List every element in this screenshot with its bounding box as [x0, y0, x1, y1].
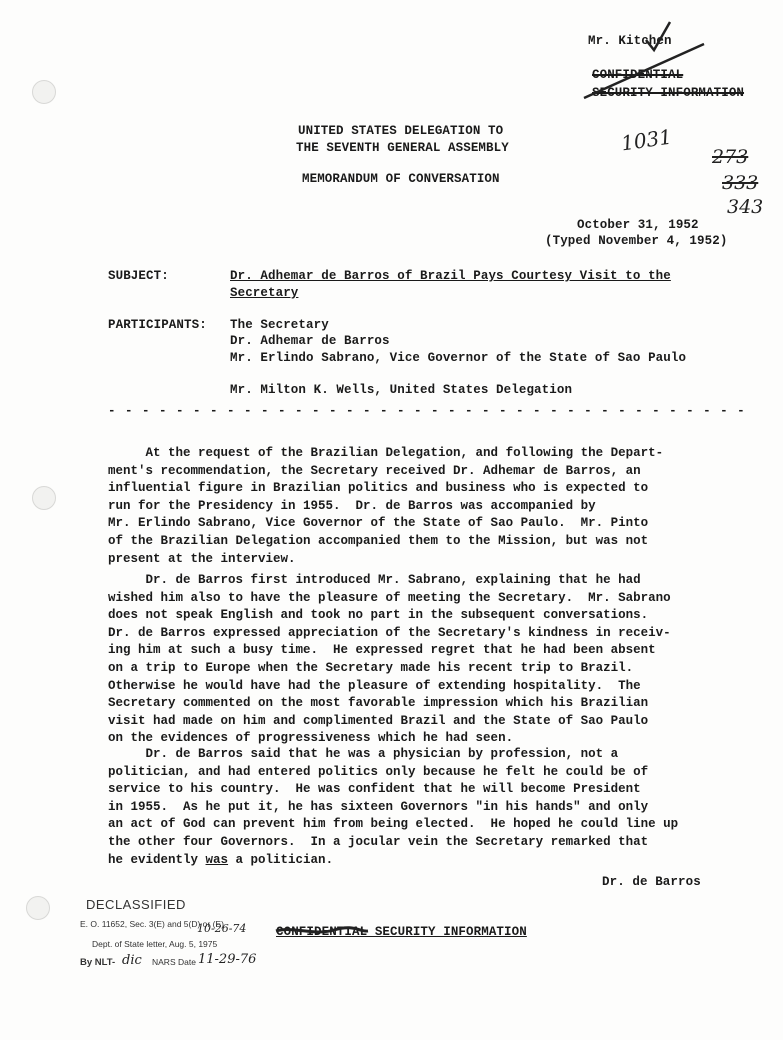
routing-addressee: Mr. Kitchen — [588, 34, 672, 48]
punch-hole-bottom — [26, 896, 50, 920]
text-line: At the request of the Brazilian Delegation, and following the Depart- — [108, 446, 664, 460]
text-line — [108, 852, 728, 870]
classification-top-line2: SECURITY INFORMATION — [592, 86, 745, 100]
text-line: Dr. de Barros expressed appreciation of the Secretary's kindness in receiv- — [108, 625, 671, 640]
text-line: an act of God can prevent him from being elected. He hoped he could line up — [108, 817, 679, 832]
text-line: wished him also to have the pleasure of meeting the Secretary. Mr. Sabrano — [108, 590, 671, 605]
text-line: present at the interview. — [108, 551, 296, 566]
memo-title: MEMORANDUM OF CONVERSATION — [302, 172, 500, 186]
participants-label: PARTICIPANTS: — [108, 318, 207, 332]
classification-bottom-scribble — [274, 922, 370, 940]
typed-date: (Typed November 4, 1952) — [545, 234, 728, 248]
text-line: of the Brazilian Delegation accompanied them to the Mission, but was not — [108, 533, 649, 548]
punch-hole-middle — [32, 486, 56, 510]
declassified-line1: E. O. 11652, Sec. 3(E) and 5(D) or (E) — [80, 919, 224, 929]
handwritten-number-c: 343 — [727, 196, 764, 218]
classification-top-line1: CONFIDENTIAL — [592, 68, 684, 82]
text-segment: a politician. — [228, 852, 334, 867]
underlined-word: was — [205, 852, 229, 867]
text-line: the other four Governors. In a jocular vein the Secretary remarked that — [108, 834, 649, 849]
text-line: visit had made on him and complimented Brazil and the State of Sao Paulo — [108, 713, 649, 728]
classification-bottom: CONFIDENTIAL SECURITY INFORMATION — [276, 925, 527, 939]
declassified-by-label: By NLT- — [80, 957, 116, 968]
text-line: Dr. de Barros first introduced Mr. Sabrano, explaining that he had — [108, 573, 641, 587]
memo-date: October 31, 1952 — [577, 218, 699, 232]
declassified-line2: Dept. of State letter, Aug. 5, 1975 — [92, 939, 218, 949]
handwritten-number-a: 273 — [712, 146, 749, 168]
text-line: ment's recommendation, the Secretary received Dr. Adhemar de Barros, an — [108, 463, 641, 478]
handwritten-number-b: 333 — [722, 172, 759, 194]
declassified-title: DECLASSIFIED — [86, 897, 186, 912]
subject-label: SUBJECT: — [108, 269, 169, 283]
text-line: politician, and had entered politics only because he felt he could be of — [108, 764, 649, 779]
subject-line2: Secretary — [230, 286, 299, 300]
text-line: Secretary commented on the most favorable impression which his Brazilian — [108, 696, 649, 711]
punch-hole-top — [32, 80, 56, 104]
participant-item: Dr. Adhemar de Barros — [230, 334, 390, 348]
paragraph-1 — [108, 445, 728, 568]
text-segment: he evidently — [108, 852, 206, 867]
text-line: on a trip to Europe when the Secretary made his recent trip to Brazil. — [108, 660, 634, 675]
text-line: Mr. Erlindo Sabrano, Vice Governor of the State of Sao Paulo. Mr. Pinto — [108, 516, 649, 531]
catchword: Dr. de Barros — [602, 875, 701, 889]
text-line: in 1955. As he put it, he has sixteen Governors "in his hands" and only — [108, 799, 649, 814]
text-line: ing him at such a busy time. He expressed regret that he had been absent — [108, 643, 656, 658]
participant-item: Mr. Erlindo Sabrano, Vice Governor of the State of Sao Paulo — [230, 351, 687, 365]
classification-cross-out — [580, 36, 710, 106]
declassified-nars-label: NARS Date — [152, 957, 196, 967]
paragraph-3 — [108, 746, 728, 869]
handwritten-doc-number: 1031 — [619, 124, 674, 156]
paragraph-2 — [108, 572, 728, 748]
text-line: on the evidences of progressiveness which he had seen. — [108, 731, 514, 746]
participant-delegation: Mr. Milton K. Wells, United States Delegation — [230, 383, 573, 397]
text-line: run for the Presidency in 1955. Dr. de Barros was accompanied by — [108, 498, 596, 513]
text-line: does not speak English and took no part in the subsequent conversations. — [108, 608, 649, 623]
text-line: service to his country. He was confident that he will become President — [108, 782, 641, 797]
text-line: Dr. de Barros said that he was a physician by profession, not a — [108, 747, 619, 761]
text-line: Otherwise he would have had the pleasure of extending hospitality. The — [108, 678, 641, 693]
declassified-date1: 10-26-74 — [197, 922, 247, 935]
header-line1: UNITED STATES DELEGATION TO — [298, 124, 504, 138]
participant-item: The Secretary — [230, 318, 329, 332]
declassified-date2: 11-29-76 — [198, 952, 257, 967]
declassified-initials: dic — [122, 953, 142, 968]
subject-line1: Dr. Adhemar de Barros of Brazil Pays Courtesy Visit to the — [230, 269, 671, 283]
section-divider: - - - - - - - - - - - - - - - - - - - - - - - - - - - - - - - - - - - - - - — [108, 404, 746, 418]
text-line: influential figure in Brazilian politics and business who is expected to — [108, 481, 649, 496]
header-line2: THE SEVENTH GENERAL ASSEMBLY — [296, 141, 509, 155]
